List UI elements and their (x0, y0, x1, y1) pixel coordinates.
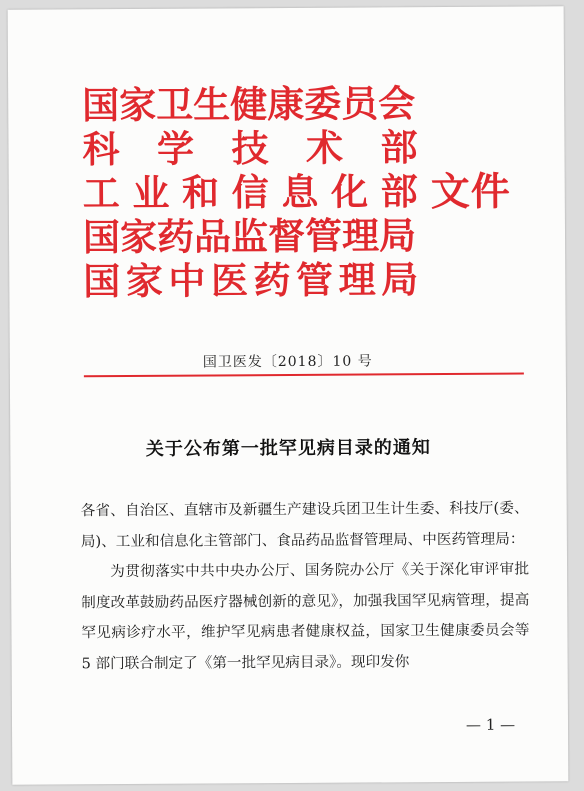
document-page (8, 6, 569, 784)
document-number: 国卫医发〔2018〕10 号 (202, 353, 373, 371)
issuer-ministry-of-industry: 工 业 和 信 息 化 部 (82, 169, 418, 216)
issuer-national-health-commission: 国家卫生健康委员会 (82, 81, 416, 128)
red-divider-line (84, 373, 524, 378)
body-paragraph-1: 为贯彻落实中共中央办公厅、国务院办公厅《关于深化审评审批制度改革鼓励药品医疗器械创新的意见》，加强我国罕见病管理，提高罕见病诊疗水平，维护罕见病患者健康权益，国家卫生健康委员会等 5 部门联合制定了《第一批罕见病目录》。现印发你 (81, 560, 530, 672)
issuer-ministry-of-science: 科 学 技 术 部 (82, 125, 418, 172)
issuer-line-4 (82, 213, 417, 260)
issuer-medical-products-admin: 国家药品监督管理局 (82, 213, 417, 260)
document-title: 关于公布第一批罕见病目录的通知 (145, 437, 431, 460)
issuer-tcm-admin: 国 家 中 医 药 管 理 局 (83, 257, 419, 304)
issuer-line-2 (82, 125, 418, 172)
recipients-paragraph: 各省、自治区、直辖市及新疆生产建设兵团卫生计生委、科技厅(委、局)、工业和信息化主管部门、食品药品监督管理局、中医药管理局： (80, 499, 529, 550)
page-number: — 1 — (465, 715, 516, 734)
document-body (81, 494, 530, 680)
issuer-line-1 (82, 81, 416, 128)
issuer-line-5 (83, 257, 419, 304)
issuer-line-3 (82, 169, 418, 216)
document-suffix-wenjian: 文件 (430, 168, 511, 216)
